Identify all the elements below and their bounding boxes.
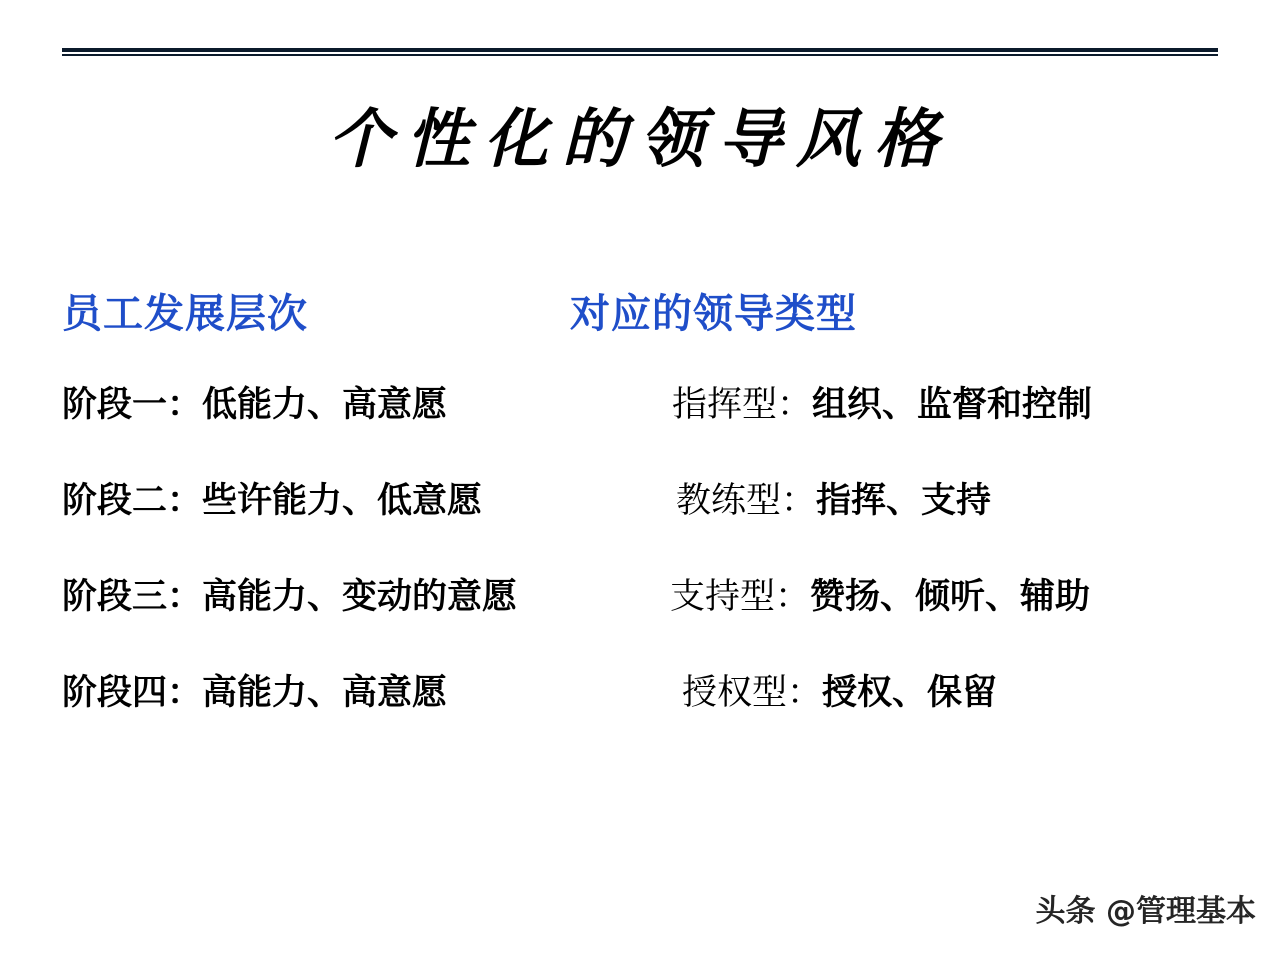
leadership-style-prefix: 支持型：: [670, 577, 811, 617]
watermark-text: 头条 @管理基本: [1035, 894, 1256, 929]
stage-label: 阶段二：些许能力、低意愿: [62, 481, 483, 521]
leadership-style-actions: 授权、保留: [822, 673, 998, 713]
stage-label: 阶段四：高能力、高意愿: [62, 673, 448, 713]
stage-label: 阶段三：高能力、变动的意愿: [62, 577, 518, 617]
column-heading-leadership-type: 对应的领导类型: [570, 291, 857, 337]
header-divider: [62, 48, 1218, 56]
leadership-style: [676, 480, 991, 522]
leadership-style-prefix: 指挥型：: [672, 385, 813, 425]
leadership-style: [682, 672, 997, 714]
divider-thick-line: [62, 48, 1218, 52]
leadership-style-prefix: 教练型：: [676, 481, 817, 521]
leadership-style: [670, 576, 1090, 618]
leadership-style-actions: 赞扬、倾听、辅助: [810, 577, 1091, 617]
page-title: 个性化的领导风格: [328, 102, 952, 177]
table-row: [62, 672, 1242, 768]
column-heading-employee-development: 员工发展层次: [62, 291, 308, 337]
leadership-style: [672, 384, 1092, 426]
divider-thin-line: [62, 54, 1218, 56]
leadership-style-actions: 组织、监督和控制: [812, 385, 1093, 425]
content-rows: [62, 384, 1242, 768]
stage-label: 阶段一：低能力、高意愿: [62, 385, 448, 425]
table-row: [62, 576, 1242, 672]
table-row: [62, 384, 1242, 480]
leadership-style-actions: 指挥、支持: [816, 481, 992, 521]
leadership-style-prefix: 授权型：: [682, 673, 823, 713]
table-row: [62, 480, 1242, 576]
column-headings: [62, 282, 1218, 336]
